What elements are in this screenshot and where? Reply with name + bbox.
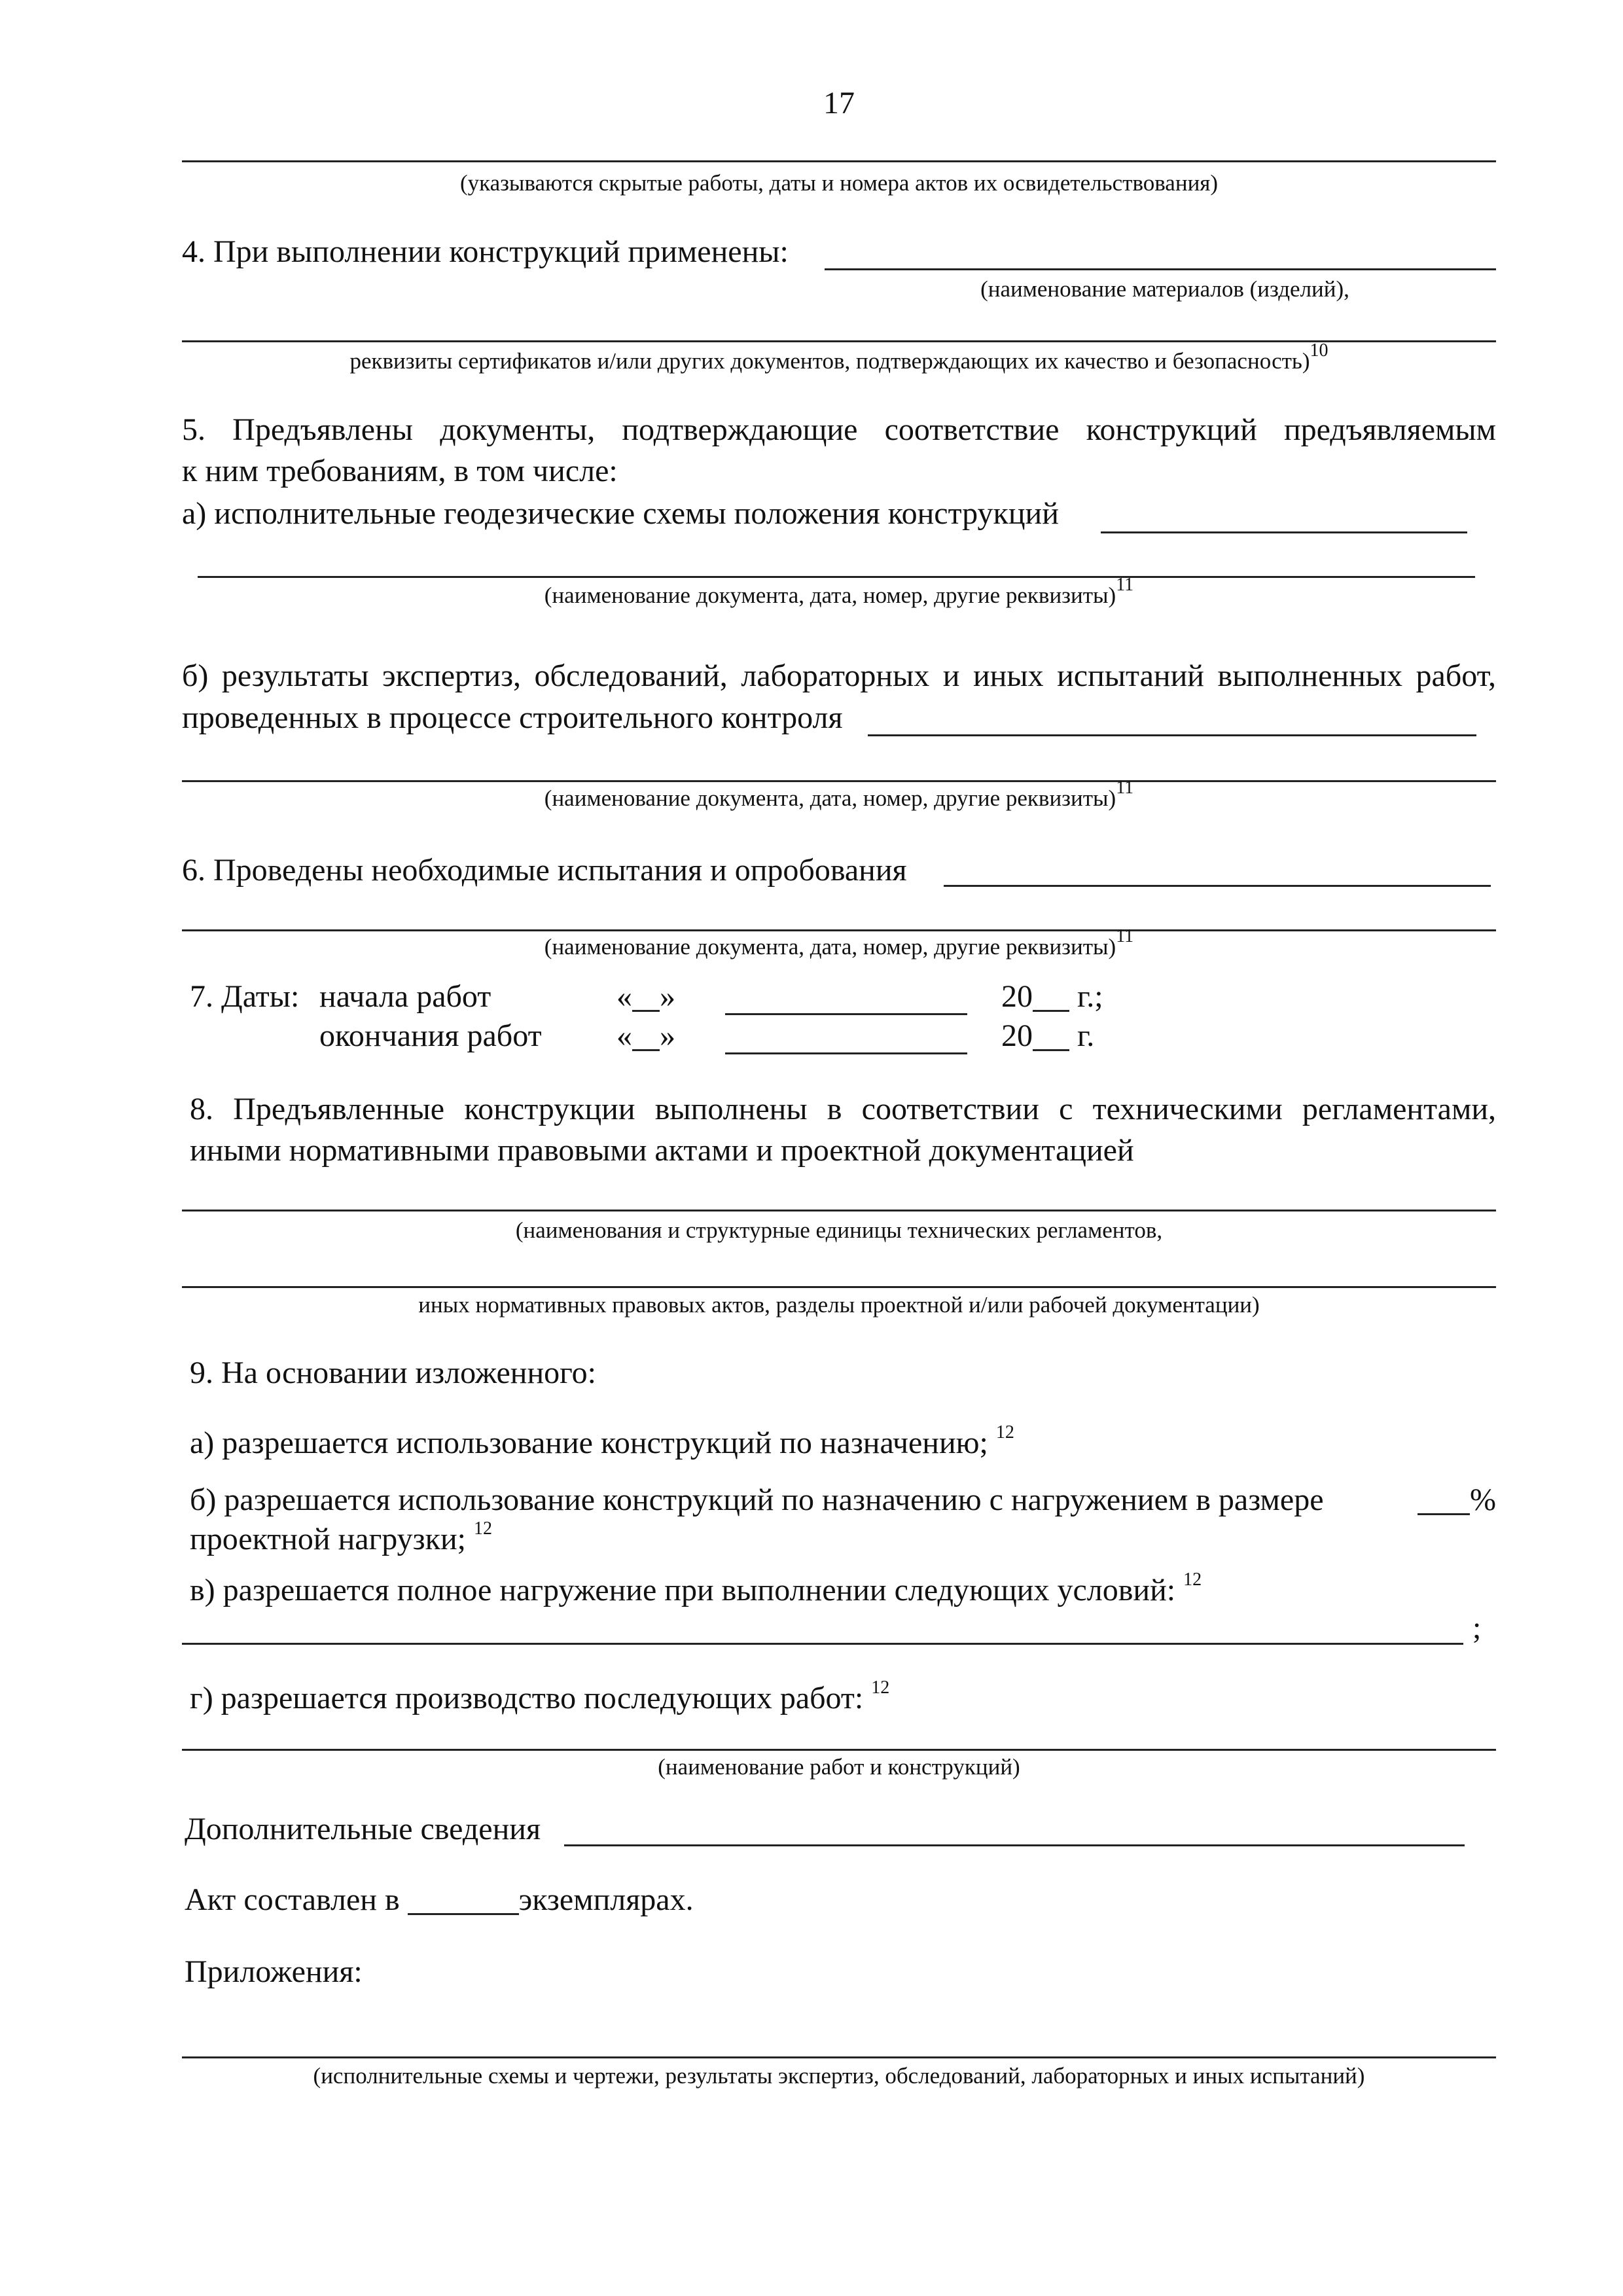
regulations-cont-caption: иных нормативных правовых актов, разделы проектной и/или рабочей документации) (418, 1292, 1260, 1318)
document-b-caption: (наименование документа, дата, номер, другие реквизиты)$^{11}$ (544, 778, 1134, 811)
copies-count-field[interactable] (408, 1887, 519, 1915)
item-9v-end: ; (1472, 1611, 1482, 1645)
item-5a-text: а) исполнительные геодезические схемы положения конструкций (182, 496, 1059, 531)
additional-info-field[interactable] (564, 1844, 1465, 1846)
item-5b-field[interactable] (868, 734, 1476, 736)
certificates-caption: реквизиты сертификатов и/или других документов, подтверждающих их качество и безопасность)$^{10}$ (349, 340, 1329, 374)
hidden-works-caption: (указываются скрытые работы, даты и номера актов их освидетельствования) (459, 170, 1219, 196)
attachments-caption: (исполнительные схемы и чертежи, результаты экспертиз, обследований, лабораторных и иных испытаний) (313, 2063, 1365, 2089)
start-year: 20 г.; (1001, 979, 1103, 1014)
item-5a-line2[interactable] (198, 576, 1475, 578)
certificates-line[interactable] (182, 340, 1496, 342)
additional-info-label: Дополнительные сведения (185, 1812, 541, 1846)
document-6-caption: (наименование документа, дата, номер, другие реквизиты)$^{11}$ (544, 926, 1134, 960)
footnote-12-g: 12 (871, 1677, 890, 1698)
act-copies-text: Акт составлен в экземплярах. (185, 1882, 694, 1917)
start-date-label: начала работ (319, 979, 491, 1014)
start-month-field[interactable] (725, 1013, 967, 1015)
end-day-quotes: « » (616, 1018, 675, 1053)
item-9b-line1: б) разрешается использование конструкций по назначению с нагружением в размере % (190, 1482, 1496, 1517)
document-a-caption: (наименование документа, дата, номер, другие реквизиты)$^{11}$ (544, 575, 1134, 608)
item-5b-line3[interactable] (182, 780, 1496, 782)
item-7-label: 7. Даты: (190, 979, 300, 1014)
item-9a-text: а) разрешается использование конструкций по назначению; $^{12}$ (190, 1422, 1014, 1460)
footnote-10: 10 (1310, 340, 1329, 361)
item-8-line1: 8. Предъявленные конструкции выполнены в соответствии с техническими регламентами, (190, 1092, 1496, 1126)
footnote-12-a: 12 (995, 1422, 1014, 1443)
end-month-field[interactable] (725, 1052, 967, 1054)
start-day-quotes: « » (616, 979, 675, 1014)
footnote-11-c: 11 (1116, 926, 1134, 947)
load-percent-field[interactable] (1418, 1487, 1470, 1515)
end-year: 20 г. (1001, 1018, 1095, 1053)
item-4-text: 4. При выполнении конструкций применены: (182, 234, 789, 269)
attachments-field[interactable] (182, 2056, 1496, 2058)
item-9-text: 9. На основании изложенного: (190, 1355, 596, 1390)
item-9g-text: г) разрешается производство последующих работ: $^{12}$ (190, 1677, 890, 1715)
end-date-label: окончания работ (319, 1018, 542, 1053)
regulations-caption: (наименования и структурные единицы технических регламентов, (515, 1217, 1163, 1243)
footnote-11: 11 (1116, 575, 1134, 596)
footnote-11-b: 11 (1116, 778, 1134, 798)
item-9v-field[interactable] (182, 1643, 1463, 1645)
attachments-label: Приложения: (185, 1954, 363, 1989)
footnote-12-b: 12 (473, 1518, 492, 1539)
footnote-12-v: 12 (1183, 1570, 1202, 1590)
item-5-line1: 5. Предъявлены документы, подтверждающие соответствие конструкций предъявляемым (182, 412, 1496, 447)
item-6-field[interactable] (944, 885, 1491, 887)
item-5b-line2: проведенных в процессе строительного контроля (182, 700, 843, 735)
item-4-field[interactable] (825, 268, 1496, 270)
item-5-line2: к ним требованиям, в том числе: (182, 454, 618, 488)
item-8-field2[interactable] (182, 1286, 1496, 1288)
hidden-works-line[interactable] (182, 160, 1496, 162)
start-day-field[interactable] (632, 984, 660, 1012)
works-constructions-caption: (наименование работ и конструкций) (658, 1754, 1020, 1780)
item-6-text: 6. Проведены необходимые испытания и опробования (182, 853, 907, 888)
page-number: 17 (823, 86, 855, 120)
item-9v-text: в) разрешается полное нагружение при выполнении следующих условий: $^{12}$ (190, 1570, 1202, 1607)
item-6-line2[interactable] (182, 929, 1496, 931)
materials-caption: (наименование материалов (изделий), (980, 276, 1349, 302)
item-9b-line2: проектной нагрузки; $^{12}$ (190, 1518, 492, 1556)
item-5b-line1: б) результаты экспертиз, обследований, лабораторных и иных испытаний выполненных работ, (182, 658, 1496, 693)
end-year-field[interactable] (1033, 1023, 1069, 1051)
start-year-field[interactable] (1033, 984, 1069, 1012)
item-8-line2: иными нормативными правовыми актами и проектной документацией (190, 1133, 1134, 1168)
item-8-field[interactable] (182, 1210, 1496, 1211)
item-9g-field[interactable] (182, 1749, 1496, 1751)
end-day-field[interactable] (632, 1023, 660, 1051)
item-5a-field[interactable] (1101, 531, 1467, 533)
